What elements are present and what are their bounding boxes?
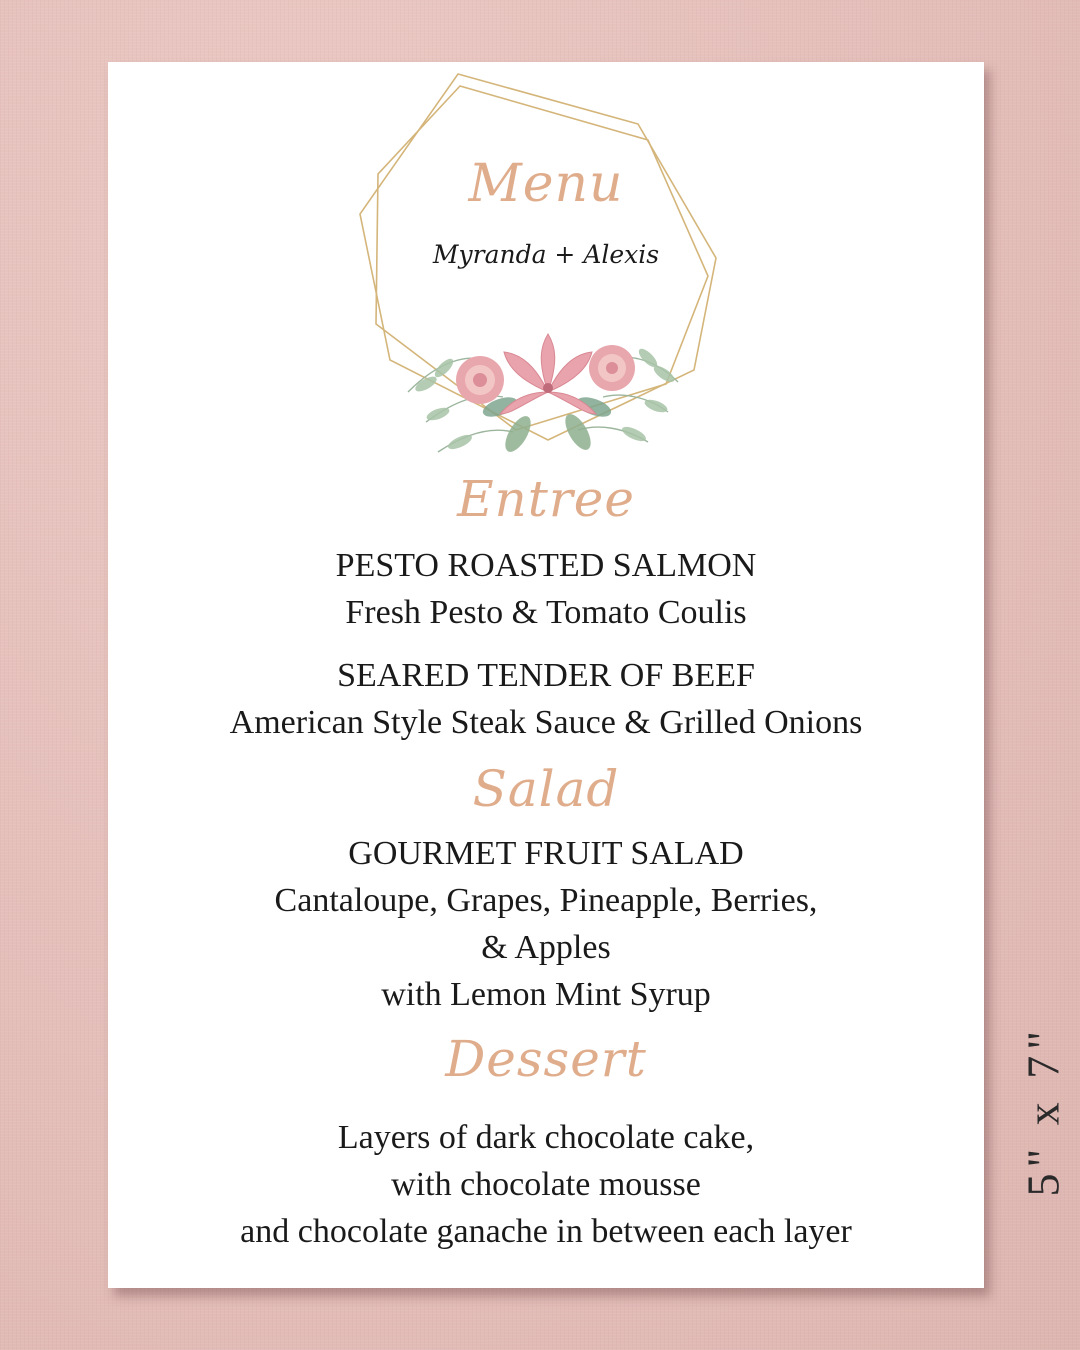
section-salad (108, 760, 984, 1018)
menu-item-name: PESTO ROASTED SALMON (335, 547, 757, 584)
menu-item-description: American Style Steak Sauce & Grilled Onions (229, 704, 863, 741)
section-title-entree: Entree (457, 470, 635, 528)
menu-title: Menu (468, 154, 624, 214)
couple-names: Myranda + Alexis (432, 240, 660, 269)
menu-item-description: with Lemon Mint Syrup (381, 976, 711, 1013)
menu-item-name: SEARED TENDER OF BEEF (337, 657, 755, 694)
menu-item-description: and chocolate ganache in between each layer (240, 1213, 852, 1250)
menu-item-description: & Apples (481, 929, 611, 966)
section-entree (108, 470, 984, 746)
menu-item-description: Layers of dark chocolate cake, (337, 1119, 755, 1156)
menu-card (108, 62, 984, 1288)
menu-item-description: with chocolate mousse (391, 1166, 701, 1203)
menu-item-description: Cantaloupe, Grapes, Pineapple, Berries, (274, 882, 818, 919)
menu-item-description: Fresh Pesto & Tomato Coulis (345, 594, 747, 631)
menu-item-name: GOURMET FRUIT SALAD (348, 835, 744, 872)
section-title-salad: Salad (472, 760, 620, 818)
size-label (1017, 1024, 1069, 1197)
floral-geometric-frame-icon (108, 62, 984, 482)
section-title-dessert: Dessert (445, 1030, 647, 1088)
size-label-text: 5" x 7" (1017, 1024, 1069, 1197)
section-dessert (108, 1030, 984, 1255)
